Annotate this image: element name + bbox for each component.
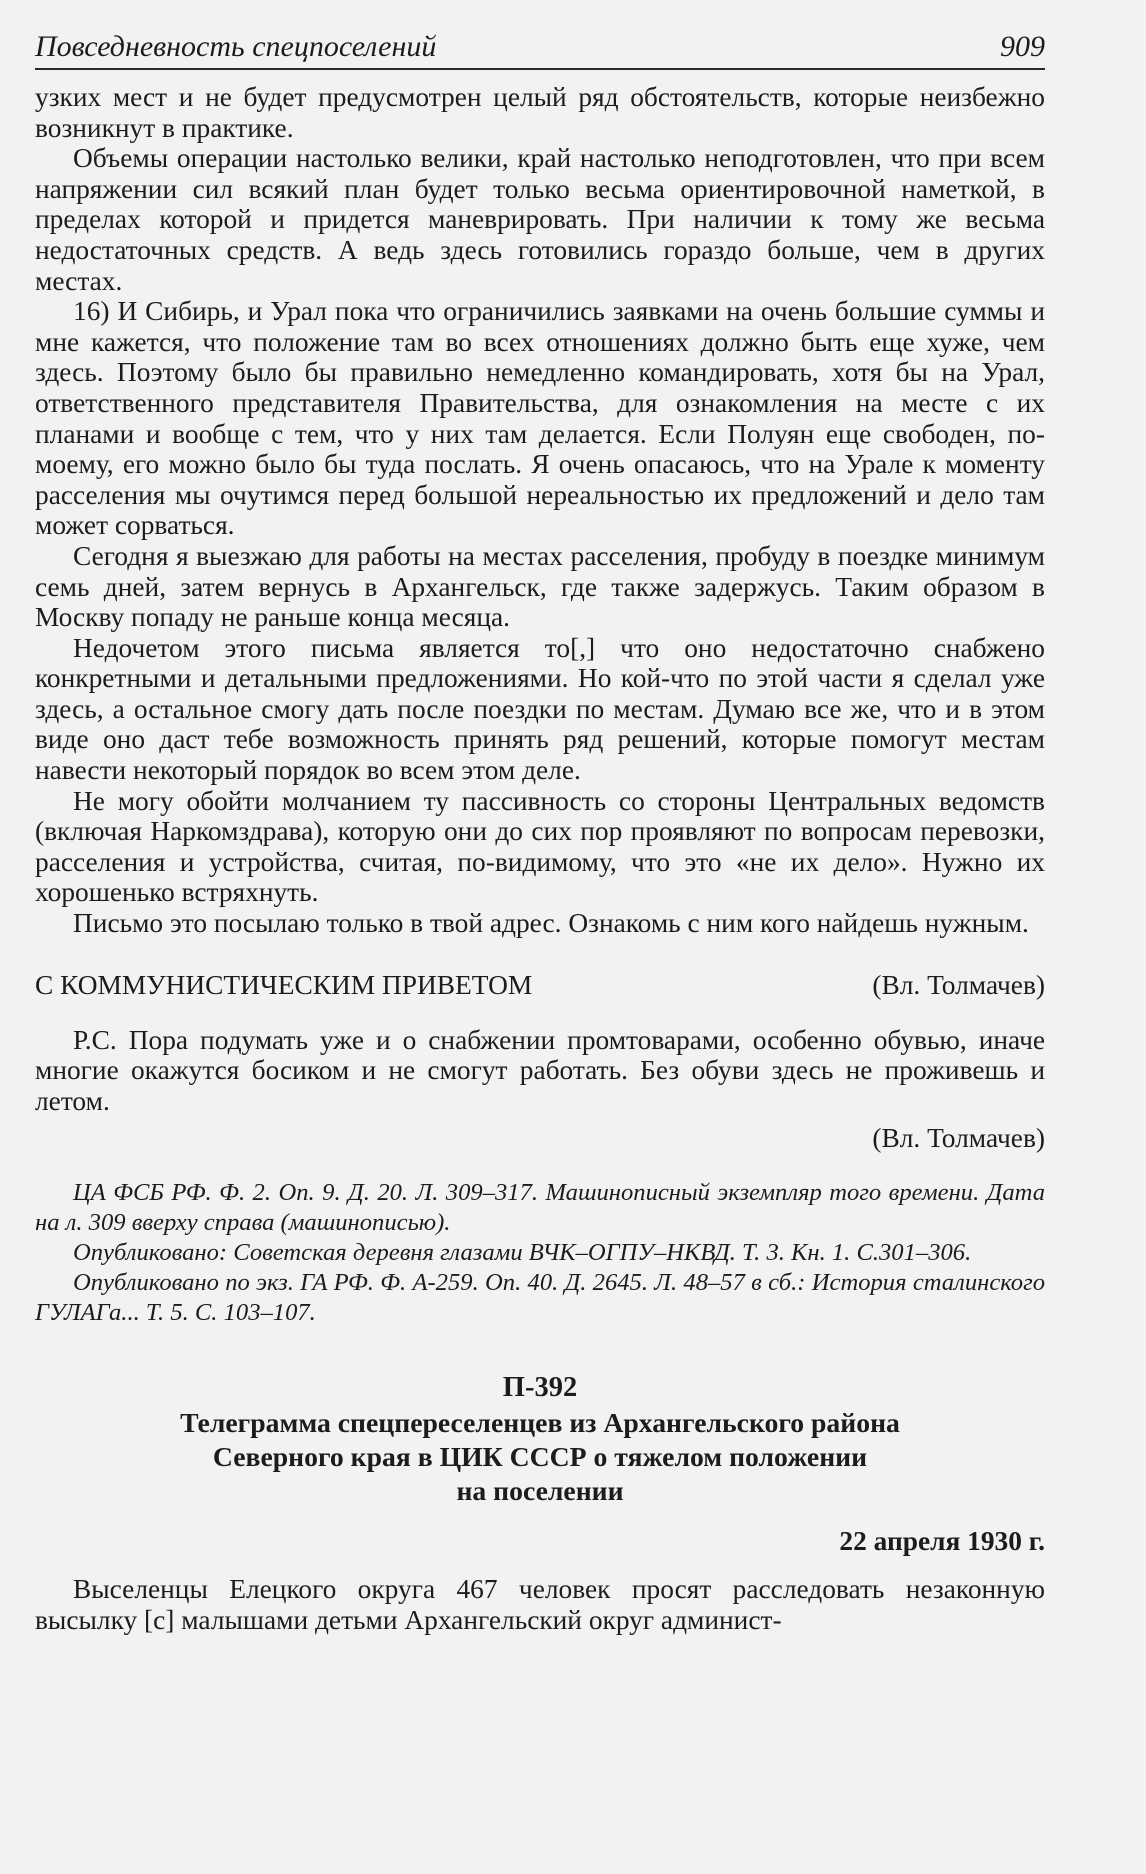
archival-sources [35, 1178, 1045, 1328]
paragraph-6: Не могу обойти молчанием ту пассивность со стороны Центральных ведомств (включая Наркомздрава), которую они до сих пор проявляют по вопросам перевозки, расселения и устройства, считая, по-видимому, что это «не их дело». Нужно их хорошенько встряхнуть. [35, 785, 1045, 908]
closing-signature: (Вл. Толмачев) [872, 969, 1045, 1000]
document-title-line-2: Северного края в ЦИК СССР о тяжелом положении [212, 1441, 868, 1473]
paragraph-7: Письмо это посылаю только в твой адрес. Ознакомь с ним кого найдешь нужным. [73, 908, 1029, 939]
closing [35, 969, 1045, 1001]
telegram-text [35, 1574, 1045, 1635]
paragraph-2: Объемы операции настолько велики, край настолько неподготовлен, что при всем напряжении сил всякий план будет только весьма ориентировочной наметкой, в пределах которой и придется маневрировать. При наличии к тому же весьма недостаточных средств. А ведь здесь готовились гораздо больше, чем в других местах. [35, 143, 1045, 296]
postscript [35, 1025, 1045, 1117]
postscript-text: Р.С. Пора подумать уже и о снабжении промтоварами, особенно обувью, иначе многие окажутся босиком и не смогут работать. Без обуви здесь не проживешь и летом. [35, 1024, 1045, 1116]
document-date: 22 апреля 1930 г. [839, 1526, 1045, 1557]
source-3: Опубликовано по экз. ГА РФ. Ф. А-259. Оп. 40. Д. 2645. Л. 48–57 в сб.: История сталинского ГУЛАГа... Т. 5. С. 103–107. [35, 1269, 1045, 1327]
paragraph-4: Сегодня я выезжаю для работы на местах расселения, пробуду в поездке минимум семь дней, затем вернусь в Архангельск, где также задержусь. Таким образом в Москву попаду не раньше конца месяца. [35, 540, 1045, 633]
source-2: Опубликовано: Советская деревня глазами ВЧК–ОГПУ–НКВД. Т. 3. Кн. 1. С.301–306. [73, 1239, 972, 1267]
document-number: П-392 [502, 1372, 578, 1404]
document-title-line-3: на поселении [456, 1475, 624, 1507]
running-header [35, 28, 1045, 70]
running-title: Повседневность спецпоселений [35, 30, 437, 63]
telegram-paragraph: Выселенцы Елецкого округа 467 человек просят расследовать незаконную высылку [с] малышами детьми Архангельский округ админист- [35, 1574, 1045, 1635]
page-number: 909 [1000, 30, 1045, 63]
postscript-signature: (Вл. Толмачев) [872, 1123, 1045, 1154]
paragraph-5: Недочетом этого письма является то[,] что оно недостаточно снабжено конкретными и детальными предложениями. Но кой-что по этой части я сделал уже здесь, а остальное смогу дать после поездки по местам. Думаю все же, что и в этом виде оно даст тебе возможность принять ряд решений, которые помогут местам навести некоторый порядок во всем этом деле. [35, 632, 1045, 786]
letter-body [35, 82, 1045, 939]
source-1: ЦА ФСБ РФ. Ф. 2. Оп. 9. Д. 20. Л. 309–317. Машинописный экземпляр того времени. Дата на л. 309 вверху справа (машинописью). [35, 1179, 1045, 1237]
document-title-line-1: Телеграмма спецпереселенцев из Архангельского района [180, 1407, 900, 1439]
book-page [35, 28, 1045, 1636]
document-title [35, 1406, 1045, 1508]
paragraph-3: 16) И Сибирь, и Урал пока что ограничились заявками на очень большие суммы и мне кажется, что положение там во всех отношениях должно быть еще хуже, чем здесь. Поэтому было бы правильно немедленно командировать, хотя бы на Урал, ответственного представителя Правительства, для ознакомления на месте с их планами и вообще с тем, что у них там делается. Если Полуян еще свободен, по-моему, его можно было бы туда послать. Я очень опасаюсь, что на Урале к моменту расселения мы очутимся перед большой нереальностью их предложений и дело там может сорваться. [35, 296, 1045, 541]
closing-salutation: С КОММУНИСТИЧЕСКИМ ПРИВЕТОМ [35, 969, 533, 1000]
paragraph-1: узких мест и не будет предусмотрен целый ряд обстоятельств, которые неизбежно возникнут в практике. [35, 82, 1045, 143]
